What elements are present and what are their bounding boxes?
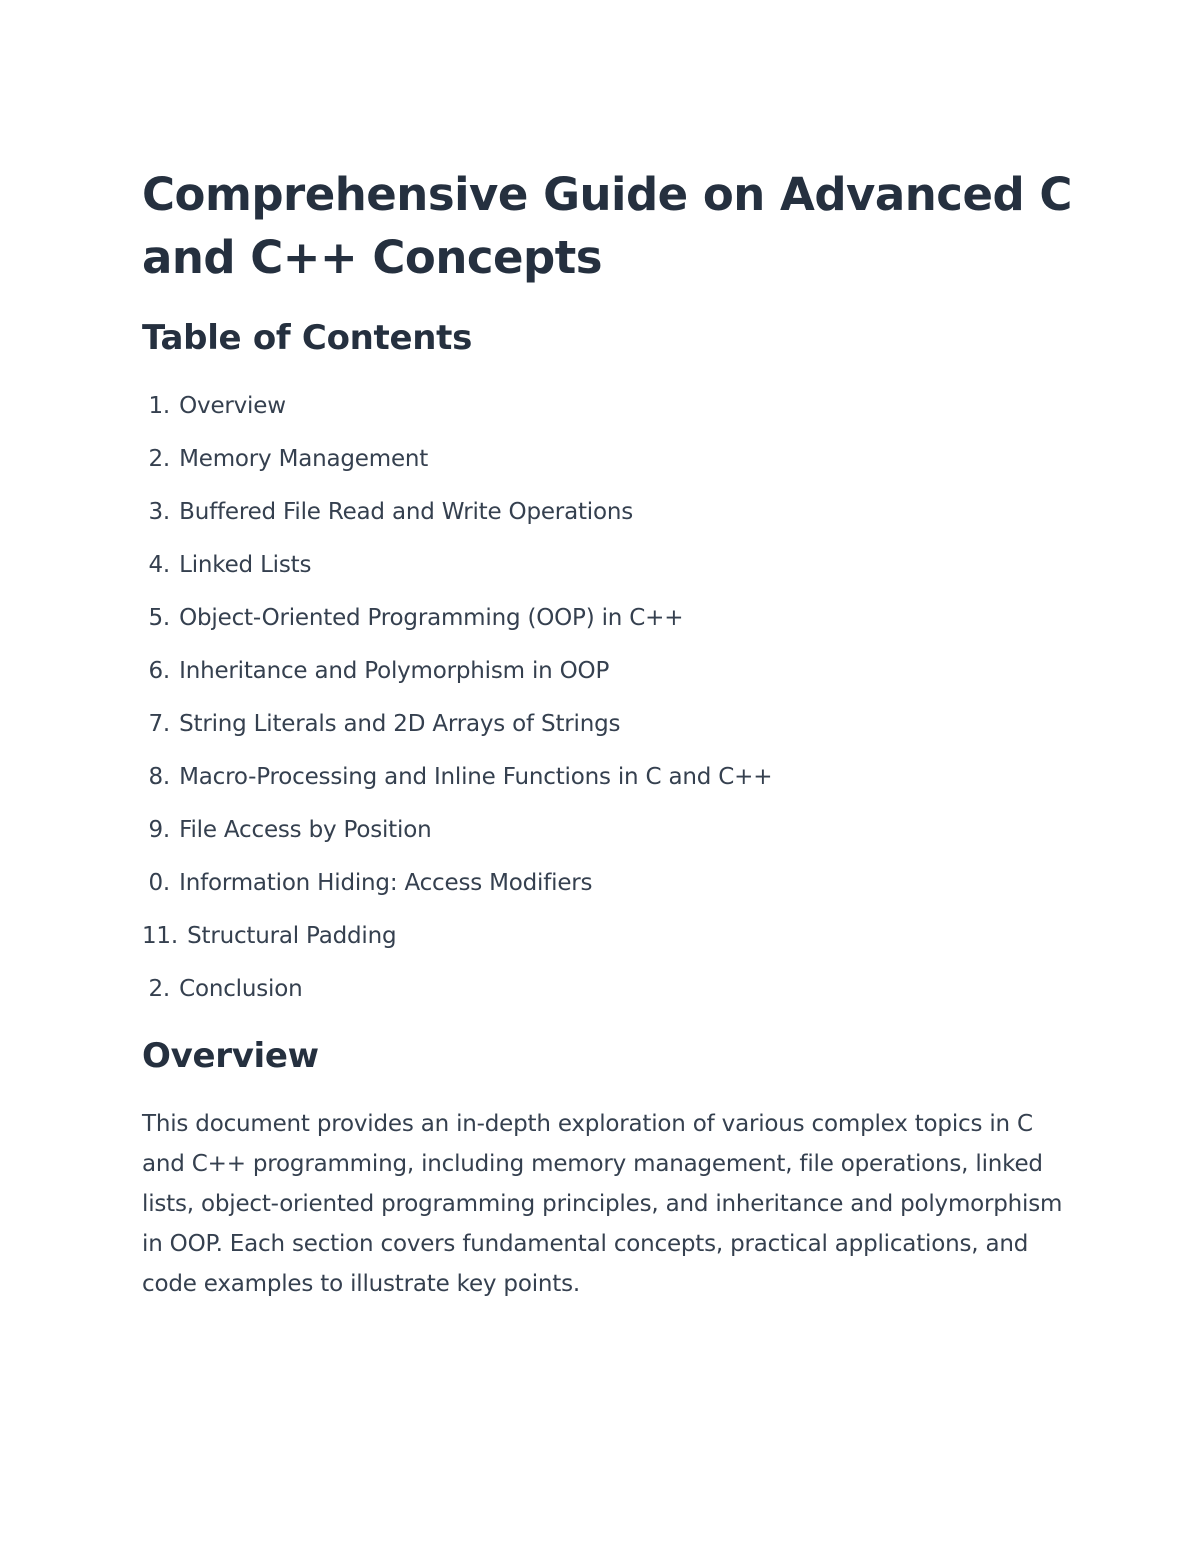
- toc-item-memory-management: [142, 433, 772, 486]
- toc-item-label: Information Hiding: Access Modifiers: [179, 870, 593, 896]
- toc-item-number: 11.: [142, 923, 178, 949]
- toc-item-label: Structural Padding: [187, 923, 397, 949]
- overview-paragraph: This document provides an in-depth exploration of various complex topics in C and C++ programming, including memory management, file operations, linked lists, object-oriented programming principles, and inheritance and polymorphism in OOP. Each section covers fundamental concepts, practical applications, and code examples to illustrate key points.: [142, 1111, 1063, 1297]
- toc-item-number: 0.: [148, 870, 170, 896]
- toc-item-label: Memory Management: [179, 446, 429, 472]
- toc-item-macro-processing: [142, 751, 772, 804]
- toc-item-number: 2.: [148, 446, 170, 472]
- toc-item-string-literals: [142, 698, 772, 751]
- toc-item-label: Buffered File Read and Write Operations: [179, 499, 633, 525]
- toc-item-number: 3.: [148, 499, 170, 525]
- toc-item-label: Overview: [179, 393, 286, 419]
- toc-item-buffered-file-io: [142, 486, 772, 539]
- toc-heading: Table of Contents: [142, 318, 473, 358]
- toc-item-overview: [142, 380, 772, 433]
- overview-heading: Overview: [142, 1036, 319, 1076]
- toc-item-label: Inheritance and Polymorphism in OOP: [179, 658, 610, 684]
- toc-item-number: 1.: [148, 393, 170, 419]
- toc-item-number: 7.: [148, 711, 170, 737]
- toc-item-label: Linked Lists: [179, 552, 312, 578]
- toc-item-number: 4.: [148, 552, 170, 578]
- document-title: Comprehensive Guide on Advanced C and C++ Concepts: [142, 168, 1072, 284]
- toc-item-oop: [142, 592, 772, 645]
- toc-item-linked-lists: [142, 539, 772, 592]
- toc-item-label: Object-Oriented Programming (OOP) in C++: [179, 605, 684, 631]
- toc-item-number: 5.: [148, 605, 170, 631]
- toc-item-label: Macro-Processing and Inline Functions in C and C++: [179, 764, 773, 790]
- toc-item-structural-padding: [142, 910, 772, 963]
- toc-item-label: String Literals and 2D Arrays of Strings: [179, 711, 621, 737]
- toc-item-number: 9.: [148, 817, 170, 843]
- toc-item-number: 8.: [148, 764, 170, 790]
- toc-item-information-hiding: [142, 857, 772, 910]
- toc-item-number: 2.: [148, 976, 170, 1002]
- toc-item-number: 6.: [148, 658, 170, 684]
- toc-item-label: File Access by Position: [179, 817, 432, 843]
- toc-item-file-access: [142, 804, 772, 857]
- toc-item-inheritance: [142, 645, 772, 698]
- toc-list: [142, 380, 772, 1016]
- toc-item-conclusion: [142, 963, 772, 1016]
- toc-item-label: Conclusion: [179, 976, 303, 1002]
